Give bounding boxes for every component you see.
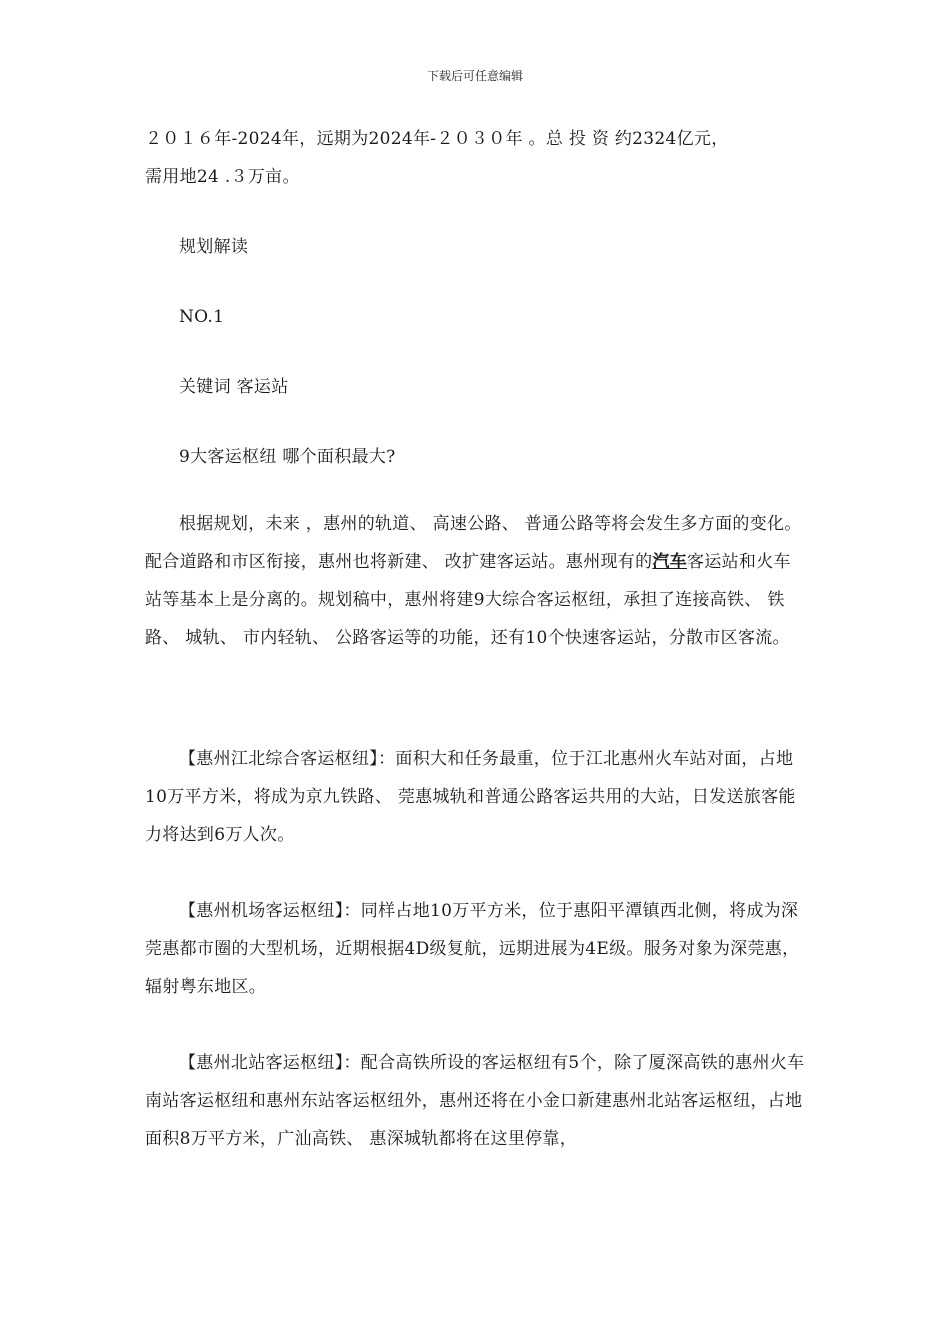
section-question: 9大客运枢纽 哪个面积最大? [179, 447, 396, 467]
section-keyword: 关键词 客运站 [179, 377, 289, 397]
paragraph-1 [145, 505, 807, 657]
paragraph-2 [145, 740, 807, 854]
paragraph-2-text: 【惠州江北综合客运枢纽】：面积大和任务最重，位于江北惠州火车站对面，占地10万平方米，将成为京九铁路、 莞惠城轨和普通公路客运共用的大站，日发送旅客能力将达到6万人次。 [145, 749, 796, 845]
section-number: NO.1 [179, 307, 225, 327]
intro-line-1: ２０１６年-2024年，远期为2024年-２０３０年 。总 投 资 约2324亿元， [145, 129, 729, 149]
intro-line-2: 需用地24 .３万亩。 [145, 167, 300, 187]
paragraph-3 [145, 892, 807, 1006]
paragraph-1-text-a: 根据规划，未来 ，惠州的轨道、 高速公路、 普通公路等将会发生多方面的变化。配合道路和市区衔接，惠州也将新建、 改扩建客运站。惠州现有的 [145, 514, 802, 572]
section-block [145, 228, 807, 476]
paragraph-4 [145, 1044, 807, 1158]
section-title: 规划解读 [179, 237, 249, 257]
paragraph-4-text: 【惠州北站客运枢纽】：配合高铁所设的客运枢纽有5个，除了厦深高铁的惠州火车南站客运枢纽和惠州东站客运枢纽外，惠州还将在小金口新建惠州北站客运枢纽，占地面积8万平方米，广汕高铁、 惠深城轨都将在这里停靠， [145, 1053, 805, 1149]
car-link[interactable]: 汽车 [652, 552, 688, 572]
page-header: 下载后可任意编辑 [426, 69, 523, 83]
intro-block [145, 120, 807, 196]
paragraph-3-text: 【惠州机场客运枢纽】：同样占地10万平方米，位于惠阳平潭镇西北侧，将成为深莞惠都市圈的大型机场，近期根据4D级复航，远期进展为4E级。服务对象为深莞惠，辐射粤东地区。 [145, 901, 800, 997]
paragraph-1-text-b: 客运站和火车站等基本上是分离的。规划稿中，惠州将建9大综合客运枢纽，承担了连接高铁、 铁路、 城轨、 市内轻轨、 公路客运等的功能，还有10个快速客运站，分散市区客流。 [145, 552, 791, 648]
